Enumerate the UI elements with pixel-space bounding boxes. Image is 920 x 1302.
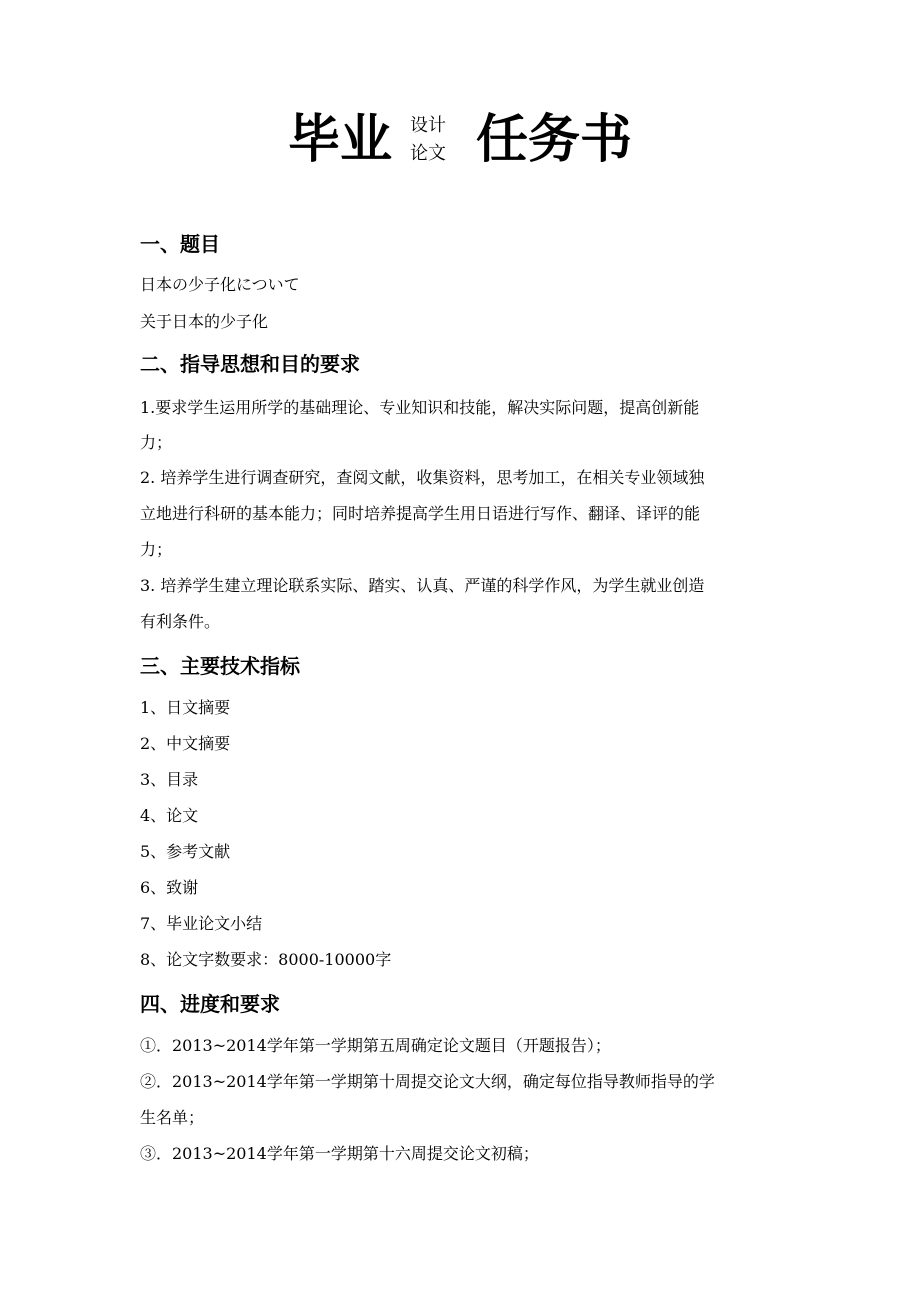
list-item: 2、中文摘要 (140, 734, 231, 753)
paragraph-line: 日本の少子化について (140, 275, 300, 294)
document-title (0, 112, 920, 168)
title-sub-top: 设计 (410, 115, 446, 136)
list-item: 4、论文 (140, 806, 199, 825)
schedule-item: ①．2013~2014学年第一学期第五周确定论文题目（开题报告）； (140, 1036, 611, 1055)
title-left: 毕业 (287, 110, 392, 170)
title-sub-bottom: 论文 (410, 143, 446, 164)
list-item: 1、日文摘要 (140, 698, 231, 717)
list-item: 3、目录 (140, 770, 199, 789)
paragraph-line: 有利条件。 (140, 612, 221, 631)
paragraph-line: 2. 培养学生进行调查研究，查阅文献，收集资料，思考加工，在相关专业领域独 (140, 468, 705, 487)
list-item: 7、毕业论文小结 (140, 914, 263, 933)
section-heading-topic: 一、题目 (140, 232, 220, 256)
section-heading-schedule: 四、进度和要求 (140, 992, 280, 1016)
paragraph-line: 关于日本的少子化 (140, 312, 269, 331)
paragraph-line: 立地进行科研的基本能力；同时培养提高学生用日语进行写作、翻译、译评的能 (140, 504, 701, 523)
section-heading-technical-indicators: 三、主要技术指标 (140, 654, 300, 678)
paragraph-line: 力； (140, 433, 173, 452)
title-right: 任务书 (476, 110, 633, 170)
list-item: 5、参考文献 (140, 842, 231, 861)
title-subtitle-stack (410, 112, 446, 168)
schedule-item-continuation: 生名单； (140, 1108, 205, 1127)
list-item: 8、论文字数要求：8000-10000字 (140, 950, 392, 969)
paragraph-line: 力； (140, 540, 173, 559)
schedule-item: ②．2013~2014学年第一学期第十周提交论文大纲，确定每位指导教师指导的学 (140, 1072, 715, 1091)
section-heading-guidance: 二、指导思想和目的要求 (140, 352, 360, 376)
paragraph-line: 3. 培养学生建立理论联系实际、踏实、认真、严谨的科学作风，为学生就业创造 (140, 576, 705, 595)
schedule-item: ③．2013~2014学年第一学期第十六周提交论文初稿； (140, 1144, 539, 1163)
list-item: 6、致谢 (140, 878, 199, 897)
paragraph-line: 1.要求学生运用所学的基础理论、专业知识和技能，解决实际问题，提高创新能 (140, 398, 700, 417)
